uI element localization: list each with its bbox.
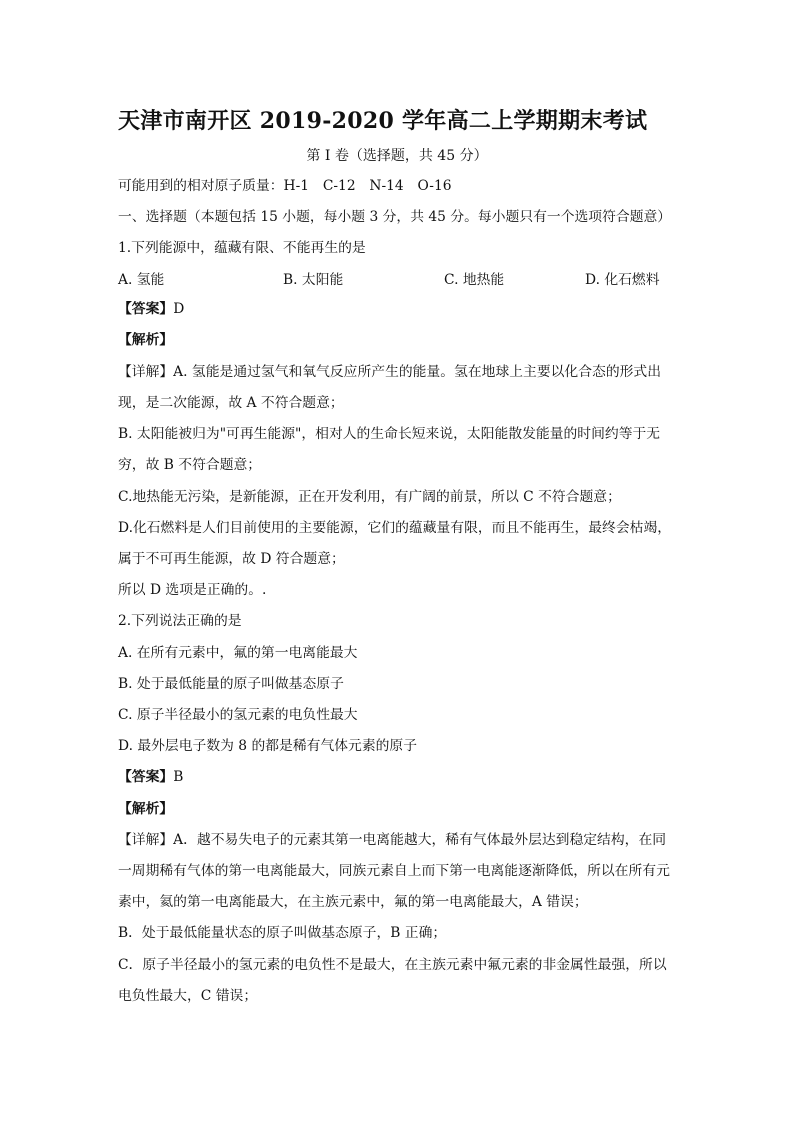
question-1-detail-line: 属于不可再生能源，故 D 符合题意；	[118, 551, 345, 567]
answer-value: D	[173, 301, 185, 317]
question-1-choice-b: B. 太阳能	[283, 272, 344, 288]
question-2-choice-b: B. 处于最低能量的原子叫做基态原子	[118, 676, 344, 692]
question-1-detail-line: 所以 D 选项是正确的。.	[118, 582, 267, 598]
question-2-stem: 2.下列说法正确的是	[118, 613, 242, 629]
section-header: 一、选择题（本题包括 15 小题，每小题 3 分，共 45 分。每小题只有一个选项符合题意）	[118, 209, 672, 225]
answer-label: 【答案】	[118, 769, 174, 785]
question-1-detail-line: 现，是二次能源，故 A 不符合题意；	[118, 395, 344, 411]
answer-label: 【答案】	[118, 301, 174, 317]
question-2-choice-d: D. 最外层电子数为 8 的都是稀有气体元素的原子	[118, 738, 418, 754]
question-2-choice-c: C. 原子半径最小的氢元素的电负性最大	[118, 707, 358, 723]
question-1-detail-line: 【详解】A. 氢能是通过氢气和氧气反应所产生的能量。氢在地球上主要以化合态的形式出	[118, 364, 662, 380]
question-1-choice-a: A. 氢能	[118, 272, 165, 288]
question-1-detail-line: C.地热能无污染，是新能源，正在开发利用，有广阔的前景，所以 C 不符合题意；	[118, 489, 621, 505]
question-1-choice-d: D. 化石燃料	[585, 272, 660, 288]
question-1-analysis-label: 【解析】	[118, 332, 174, 348]
question-1-answer	[118, 299, 184, 319]
question-2-detail-line: 电负性最大，C 错误；	[118, 988, 258, 1004]
question-2-detail-line: C．原子半径最小的氢元素的电负性不是最大，在主族元素中氟元素的非金属性最强，所以	[118, 957, 667, 973]
question-1-detail-line: 穷，故 B 不符合题意；	[118, 457, 262, 473]
exam-title: 天津市南开区 2019-2020 学年高二上学期期末考试	[118, 108, 648, 134]
question-2-detail-line: 【详解】A．越不易失电子的元素其第一电离能越大，稀有气体最外层达到稳定结构，在同	[118, 832, 667, 848]
atomic-masses-note: 可能用到的相对原子质量：H-1 C-12 N-14 O-16	[118, 178, 452, 194]
question-1-choices	[118, 268, 678, 288]
question-1-detail-line: B. 太阳能被归为"可再生能源"，相对人的生命长短来说，太阳能散发能量的时间约等于无	[118, 426, 661, 442]
question-2-detail-line: B．处于最低能量状态的原子叫做基态原子，B 正确；	[118, 925, 447, 941]
question-2-choice-a: A. 在所有元素中，氟的第一电离能最大	[118, 645, 358, 661]
question-2-detail-line: 素中，氦的第一电离能最大，在主族元素中，氟的第一电离能最大，A 错误；	[118, 894, 588, 910]
question-2-analysis-label: 【解析】	[118, 801, 174, 817]
question-2-detail-line: 一周期稀有气体的第一电离能最大，同族元素自上而下第一电离能逐渐降低，所以在所有元	[118, 863, 670, 879]
question-1-choice-c: C. 地热能	[444, 272, 505, 288]
question-1-stem: 1.下列能源中，蕴藏有限、不能再生的是	[118, 240, 366, 256]
answer-value: B	[173, 769, 184, 785]
question-2-answer	[118, 767, 183, 787]
question-1-detail-line: D.化石燃料是人们目前使用的主要能源，它们的蕴藏量有限，而且不能再生，最终会枯竭，	[118, 520, 672, 536]
section-subtitle: 第 I 卷（选择题，共 45 分）	[306, 148, 488, 164]
